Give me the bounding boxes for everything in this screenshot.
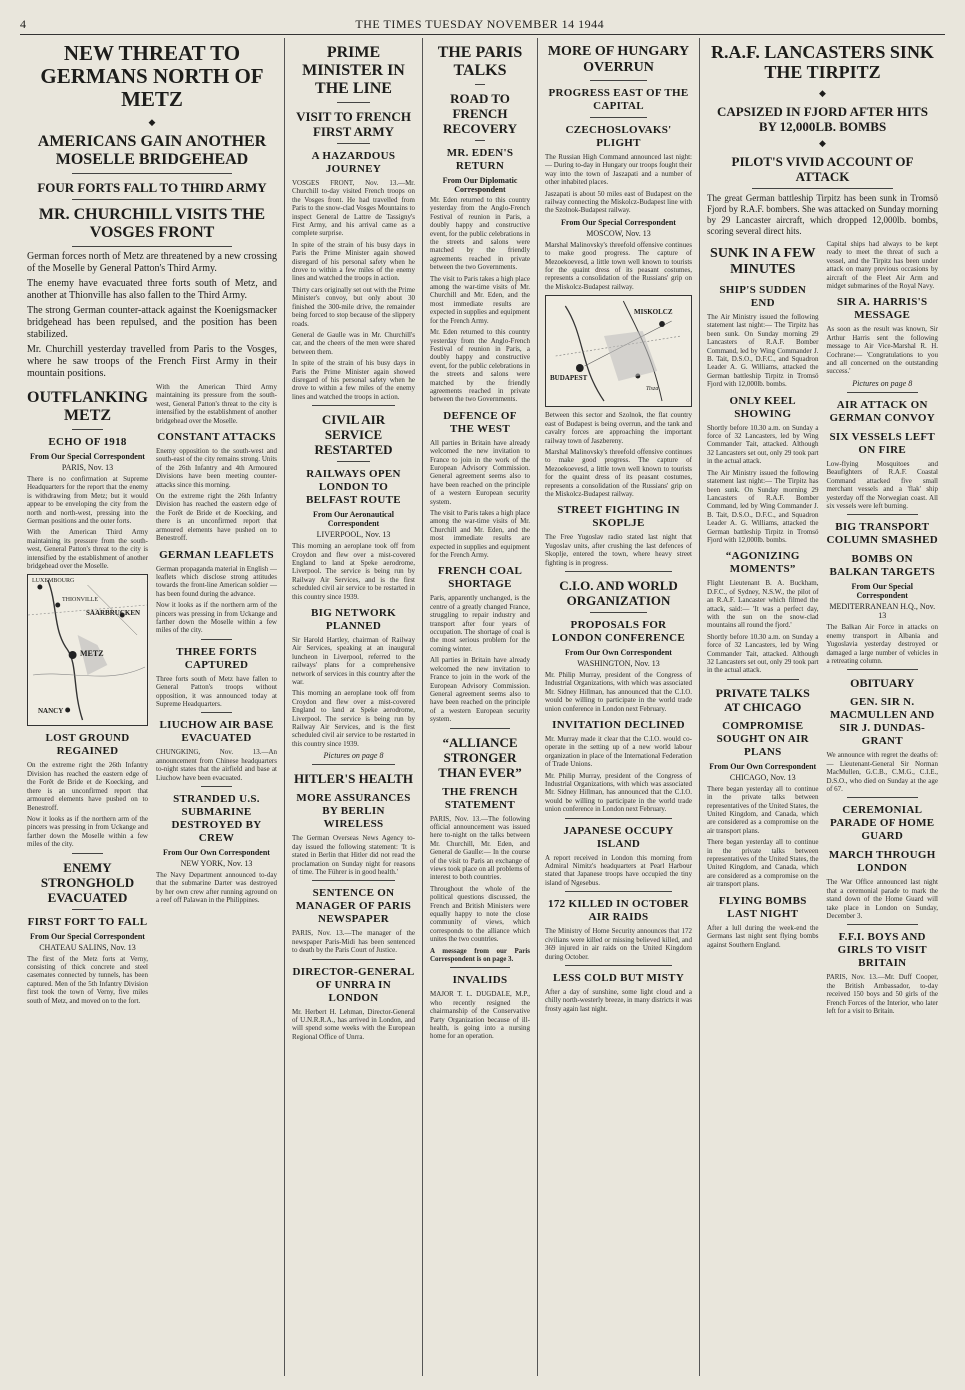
article-text: Thirty cars originally set out with the Prime Minister's convoy, but only about 30 finished the 300-mile drive, the remainder being forced to stop because of the slippery roads. xyxy=(292,285,415,328)
column-4 xyxy=(538,38,700,1376)
rule xyxy=(475,140,485,141)
lead-paragraph: The great German battleship Tirpitz has been sunk in Tromsö Fjord by R.A.F. bombers. She was attacked on Sunday morning by 29 Lancaster aircraft, which dropped 12,000lb. bombs, scoring several direct hits. xyxy=(707,193,938,236)
article-text: Between this sector and Szolnok, the flat country east of Budapest is being overrun, and the tank and cavalry forces are approaching the important railway town of Jaszbereny. xyxy=(545,411,692,445)
subhead-sudden-end: SHIP'S SUDDEN END xyxy=(719,284,807,309)
article-text: Mr. Philip Murray, president of the Congress of Industrial Organizations, with which was associated Mr. Sidney Hillman, has announced that the C.I.O. would be willing to participate in the world trade union conference in London next February. xyxy=(545,771,692,814)
rule xyxy=(590,117,647,118)
article-text: Mr. Eden returned to this country yesterday from the Anglo-French Festival of reunion in Paris, a doubly happy and constructive event, for the public celebrations in the streets and salons were matched by the friendly agreements reached in private between the two Governments. xyxy=(430,196,530,272)
subhead-french-statement: THE FRENCH STATEMENT xyxy=(442,785,518,811)
rule xyxy=(847,669,919,670)
map-label-tisza: Tisza xyxy=(646,386,659,393)
rule xyxy=(475,84,485,85)
dateline: CHICAGO, Nov. 13 xyxy=(729,772,796,782)
byline: From Our Diplomatic Correspondent xyxy=(442,176,518,194)
dateline: MEDITERRANEAN H.Q., Nov. 13 xyxy=(829,602,936,621)
rule xyxy=(565,571,672,572)
article-text: The War Office announced last night that a ceremonial parade to mark the stand down of the Home Guard will take place in London on Sunday, December 3. xyxy=(826,878,938,920)
map-label-nancy: NANCY xyxy=(38,707,64,716)
headline-tirpitz: R.A.F. LANCASTERS SINK THE TIRPITZ xyxy=(711,42,934,82)
subhead-air-attack: AIR ATTACK ON GERMAN CONVOY xyxy=(829,398,935,424)
article-text: With the American Third Army maintaining its pressure from the south-west, General Patton's threat to the city is intensified by the establishment of another bridgehead over the Moselle. xyxy=(156,383,277,425)
page-number: 4 xyxy=(20,16,27,31)
hungary-map xyxy=(545,295,692,407)
article-text: A message from our Paris Correspondent is on page 3. xyxy=(430,946,530,964)
subhead-invalids: INVALIDS xyxy=(452,974,508,987)
headline-paris-talks: THE PARIS TALKS xyxy=(437,44,523,79)
article-text: In spite of the strain of his busy days in Paris the Prime Minister again showed disregard of his personal safety when he drove to within a few miles of the enemy lines and watched the troops in action. xyxy=(292,240,415,283)
subhead-six-vessels: SIX VESSELS LEFT ON FIRE xyxy=(829,430,935,456)
subhead-invitation-declined: INVITATION DECLINED xyxy=(552,719,685,731)
lead-paragraph: The strong German counter-attack against the Koenigsmacker bridgehead has been repulsed, and the position has been stabilized. xyxy=(27,305,277,340)
rule xyxy=(450,728,510,729)
subhead-march-london: MARCH THROUGH LONDON xyxy=(828,849,936,875)
article-text: A report received in London this morning from Admiral Nimitz's headquarters at Pearl Harbour stated that Japanese troops have occupied the tiny island of Ngesebus. xyxy=(545,853,692,887)
subhead-director-unrra: DIRECTOR-GENERAL OF UNRRA IN LONDON xyxy=(292,965,415,1004)
article-text: General de Gaulle was in Mr. Churchill's car, and the cheers of the men were shared between them. xyxy=(292,330,415,356)
article-text: Now it looks as if the northern arm of the pincers was pressing in from Uckange and farther down the Moselle within a few miles of the city. xyxy=(156,601,277,635)
article-text: After a lull during the week-end the Germans last night sent flying bombs against Southern England. xyxy=(707,923,819,949)
article-text: Shortly before 10.30 a.m. on Sunday a force of 32 Lancasters, led by Wing Commander Tait, attacked. Although 32 Lancasters set out, only 29 took part in the actual attack. xyxy=(707,423,819,466)
rule xyxy=(201,712,232,713)
subhead-hazardous-journey: A HAZARDOUS JOURNEY xyxy=(311,150,396,175)
subhead-progress-east: PROGRESS EAST OF THE CAPITAL xyxy=(548,87,689,112)
subhead-three-forts: THREE FORTS CAPTURED xyxy=(176,645,257,671)
rule xyxy=(590,612,647,613)
rule xyxy=(201,786,232,787)
article-text: The visit to Paris takes a high place among the war-time visits of Mr. Churchill and Mr. Eden, and the most immediate results are expected in supplies and equipment for the French Army. xyxy=(430,509,530,560)
diamond-divider: ◆ xyxy=(148,117,156,127)
article-text: The Ministry of Home Security announces that 172 civilians were killed or missing believed killed, and 369 injured in air raids on the United Kingdom during October. xyxy=(545,927,692,961)
subhead-edens-return: MR. EDEN'S RETURN xyxy=(446,147,514,172)
map-label-saarbrucken: SAARBRUCKEN xyxy=(86,609,141,618)
article-text: Marshal Malinovsky's threefold offensive continues to make good progress. The capture of Mezoekoevesd, a little town well known to tourists for the quaint dress of its peasant costumes, represents a consolidation of the Russians' grip on the Miskolcz-Budapest railway. xyxy=(545,447,692,498)
article-text: Mr. Philip Murray, president of the Congress of Industrial Organizations, with which was associated Mr. Sidney Hillman, has announced that the C.I.O. would be willing to participate in the world trade union conference in London next February. xyxy=(545,670,692,713)
rule xyxy=(752,188,893,189)
subhead-big-transport: BIG TRANSPORT COLUMN SMASHED xyxy=(826,521,938,547)
article-text: Shortly before 10.30 a.m. on Sunday a force of 32 Lancasters, led by Wing Commander Tait, attacked. Although 32 Lancasters set out, only 29 took part in the actual attack. xyxy=(707,632,819,675)
subhead-moselle-bridgehead: AMERICANS GAIN ANOTHER MOSELLE BRIDGEHEAD xyxy=(37,133,267,168)
diamond-divider: ◆ xyxy=(819,88,826,98)
map-label-miskolcz: MISKOLCZ xyxy=(634,308,673,317)
rule xyxy=(337,102,370,103)
article-text: The Balkan Air Force in attacks on enemy transport in Albania and Yugoslavia yesterday destroyed or damaged a large number of vehicles in a retreating column. xyxy=(826,623,938,665)
article-text: Low-flying Mosquitoes and Beaufighters of R.A.F. Coastal Command attacked five small merchant vessels and a 'flak' ship yesterday off the Norwegian coast. All six vessels were left burning. xyxy=(826,459,938,510)
article-text: The Free Yugoslav radio stated last night that Yugoslav units, after crushing the last defences of Skoplje, entered the town, where heavy street fighting is in progress. xyxy=(545,533,692,567)
subhead-stranded-submarine: STRANDED U.S. SUBMARINE DESTROYED BY CREW xyxy=(171,793,262,844)
article-text: All parties in Britain have already welcomed the new invitation to France to join in the work of the European Advisory Commission. General agreement seems also to have been reached on the principle of a western European security system. xyxy=(430,438,530,506)
subhead-cio: C.I.O. AND WORLD ORGANIZATION xyxy=(559,577,678,608)
headline-new-threat: NEW THREAT TO GERMANS NORTH OF METZ xyxy=(40,41,264,111)
article-text: Marshal Malinovsky's threefold offensive continues to make good progress. The capture of Mezoekoevesd, a little town well known to tourists for the quaint dress of its peasant costumes, represents a consolidation of the Russians' grip on the Miskolcz-Budapest railway. xyxy=(545,240,692,291)
subhead-only-keel: ONLY KEEL SHOWING xyxy=(729,394,796,420)
subhead-flying-bombs: FLYING BOMBS LAST NIGHT xyxy=(718,894,807,920)
rule xyxy=(312,764,395,765)
subhead-french-coal: FRENCH COAL SHORTAGE xyxy=(437,565,523,591)
article-text: The German Overseas News Agency to-day issued the following statement: 'It is stated in Berlin that Hitler did not read the proclamation on Sunday night for reasons of time. The Führer is in good health.' xyxy=(292,834,415,876)
column-1 xyxy=(20,38,285,1376)
subhead-harris-message: SIR A. HARRIS'S MESSAGE xyxy=(837,296,928,322)
rule xyxy=(847,924,919,925)
dateline: NEW YORK, Nov. 13 xyxy=(180,859,253,868)
subhead-defence-west: DEFENCE OF THE WEST xyxy=(443,409,517,435)
subhead-railways: RAILWAYS OPEN LONDON TO BELFAST ROUTE xyxy=(306,468,401,507)
byline: From Our Own Correspondent xyxy=(565,647,672,657)
rule xyxy=(565,891,672,892)
article-text: PARIS, Nov. 13.—The following official announcement was issued here to-night on the talks between Mr. Churchill, Mr. Eden, and General de Gaulle:— In the course of the visit to Paris an exchange of views took place on all problems of interest to both countries. xyxy=(430,814,530,882)
byline: From Our Aeronautical Correspondent xyxy=(313,510,394,529)
article-text: After a day of sunshine, some light cloud and a chilly north-westerly breeze, in many districts it was frosty again last night. xyxy=(545,987,692,1013)
article-text: The Russian High Command announced last night:— During to-day in Hungary our troops fought their way into the town of Jaszapati and a number of other inhabited places. xyxy=(545,153,692,187)
rule xyxy=(727,679,799,680)
subhead-alliance: “ALLIANCE STRONGER THAN EVER” xyxy=(438,734,522,780)
dateline: PARIS, Nov. 13 xyxy=(61,463,114,472)
rule xyxy=(847,514,919,515)
article-text: Jaszapati is about 50 miles east of Budapest on the railway connecting the Miskolcz-Budapest line with the Szolnok-Budapest railway. xyxy=(545,189,692,215)
map-label-luxembourg: LUXEMBOURG xyxy=(32,578,75,585)
pictures-note: Pictures on page 8 xyxy=(852,378,913,388)
subhead-four-forts: FOUR FORTS FALL TO THIRD ARMY xyxy=(37,180,267,195)
subhead-ffi: F.F.I. BOYS AND GIRLS TO VISIT BRITAIN xyxy=(837,931,927,970)
subhead-sunk-minutes: SUNK IN A FEW MINUTES xyxy=(710,246,816,277)
rule xyxy=(565,965,672,966)
article-text: PARIS, Nov. 13.—Mr. Duff Cooper, the British Ambassador, to-day received 150 boys and 50 girls of the French Forces of the Interior, who later left for a visit to Britain. xyxy=(826,973,938,1016)
article-text: As soon as the result was known, Sir Arthur Harris sent the following message to Air Vice-Marshal R. H. Cochrane:— 'Congratulations to you and all concerned on the outstanding success.' xyxy=(826,325,938,376)
article-text: We announce with regret the deaths of:— Lieutenant-General Sir Norman MacMullen, G.C.B., C.M.G., C.I.E., D.S.O., who died on Sunday at the age of 67. xyxy=(826,751,938,793)
rule xyxy=(72,909,103,910)
subhead-ceremonial: CEREMONIAL PARADE OF HOME GUARD xyxy=(830,804,935,843)
byline: From Our Own Correspondent xyxy=(709,761,817,771)
subhead-german-leaflets: GERMAN LEAFLETS xyxy=(159,548,274,561)
subhead-private-talks: PRIVATE TALKS AT CHICAGO xyxy=(715,685,810,714)
subhead-proposals: PROPOSALS FOR LONDON CONFERENCE xyxy=(551,618,686,644)
rule xyxy=(312,405,395,406)
subhead-capsized: CAPSIZED IN FJORD AFTER HITS BY 12,000LB. BOMBS xyxy=(717,104,928,134)
subhead-agonizing: “AGONIZING MOMENTS” xyxy=(725,550,800,576)
dateline: CHATEAU SALINS, Nov. 13 xyxy=(39,942,136,952)
article-text: The visit to Paris takes a high place among the war-time visits of Mr. Churchill and Mr. Eden, and the most immediate results are expected in supplies and equipment for the French Army. xyxy=(430,274,530,325)
subhead-sentence-manager: SENTENCE ON MANAGER OF PARIS NEWSPAPER xyxy=(295,887,412,926)
subhead-obituary: OBITUARY xyxy=(850,676,915,691)
subhead-civil-air: CIVIL AIR SERVICE RESTARTED xyxy=(314,412,393,458)
subhead-balkan: BOMBS ON BALKAN TARGETS xyxy=(829,553,936,579)
map-label-thionville: THIONVILLE xyxy=(62,597,98,604)
article-text: The Navy Department announced to-day that the submarine Darter was destroyed by her own crew after running aground on a reef off Palawan in the Philippines. xyxy=(156,871,277,905)
article-text: CHUNGKING, Nov. 13.—An announcement from Chinese headquarters to-night states that the airfield and base at Liuchow have been evacuated. xyxy=(156,748,277,782)
article-text: Now it looks as if the northern arm of the pincers was pressing in from Uckange and farther down the Moselle within a few miles of the city. xyxy=(27,814,148,849)
subhead-berlin-wireless: MORE ASSURANCES BY BERLIN WIRELESS xyxy=(296,792,411,831)
byline: From Our Special Correspondent xyxy=(561,217,676,227)
lead-paragraph: German forces north of Metz are threatened by a new crossing of the Moselle by General Patton's Third Army. xyxy=(27,251,277,274)
article-text: Flight Lieutenant B. A. Buckham, D.F.C., of Sydney, N.S.W., the pilot of an R.A.F. Lancaster which filmed the attack, said:— 'It was a perfect day, with the sun on the snow-clad mountains all round the fjord.' xyxy=(707,579,819,630)
subhead-constant-attacks: CONSTANT ATTACKS xyxy=(157,431,276,444)
subhead-churchill-vosges: MR. CHURCHILL VISITS THE VOSGES FRONT xyxy=(38,206,266,241)
article-text: Throughout the whole of the political questions discussed, the French and British Ministers were equally happy to note the close community of views, which corresponds to the alliance which unites the two countries. xyxy=(430,884,530,944)
rule xyxy=(72,199,232,200)
article-text: There is no confirmation at Supreme Headquarters for the report that the enemy is withdrawing from Metz; but it would appear to be enveloping the city from the north and north-west, pressing into the German positions and the outer forts. xyxy=(27,475,148,526)
article-text: There began yesterday all to continue in the private talks between representatives of the United States, the United Kingdom, and Canada, which are considered as a compromise on the air transport plans. xyxy=(707,784,819,835)
byline: From Our Own Correspondent xyxy=(163,848,270,857)
rule xyxy=(337,143,370,144)
article-text: Sir Harold Hartley, chairman of Railway Air Services, speaking at an inaugural luncheon in Liverpool, referred to the railways' plans for a comprehensive network of services in this country after the war. xyxy=(292,636,415,687)
dateline: LIVERPOOL, Nov. 13 xyxy=(316,530,391,540)
subhead-172-killed: 172 KILLED IN OCTOBER AIR RAIDS xyxy=(548,898,689,924)
subhead-liuchow: LIUCHOW AIR BASE EVACUATED xyxy=(159,719,274,745)
article-text: All parties in Britain have already welcomed the new invitation to France to join in the work of the European Advisory Commission. General agreement seems also to have been reached on the principle of a western European security system. xyxy=(430,656,530,724)
column-5 xyxy=(700,38,945,1376)
subhead-obit-names: GEN. SIR N. MACMULLEN AND SIR J. DUNDAS-GRANT xyxy=(830,696,935,748)
rule xyxy=(847,797,919,798)
subhead-big-network: BIG NETWORK PLANNED xyxy=(311,607,396,632)
masthead-title: THE TIMES TUESDAY NOVEMBER 14 1944 xyxy=(355,16,605,31)
article-text: VOSGES FRONT, Nov. 13.—Mr. Churchill to-day visited French troops on the Vosges front. He had travelled from Paris to the snow-clad Vosges Mountains to inspect General de Lattre de Tassigny's First Army, and his arrival came as a complete surprise. xyxy=(292,179,415,238)
article-text: The Air Ministry issued the following statement last night:— The Tirpitz has been sunk. On Sunday morning 29 Lancasters of R.A.F. Bomber Command, led by Wing Commander J. B. Tait, D.S.O., D.F.C., and Squadron Leader A. G. Williams, attacked the German battleship Tirpitz in Tromsö Fjord with 12,000lb. bombs. xyxy=(707,468,819,544)
dateline: MOSCOW, Nov. 13 xyxy=(586,228,651,238)
subhead-enemy-stronghold: ENEMY STRONGHOLD EVACUATED xyxy=(40,859,135,905)
rule xyxy=(847,392,919,393)
rule xyxy=(565,818,672,819)
headline-prime-minister: PRIME MINISTER IN THE LINE xyxy=(302,44,405,97)
article-text: On the extreme right the 26th Infantry Division has reached the eastern edge of the Forêt de Bride et de Koecking, and there is an unconfirmed report that armoured elements have pushed on to Benestroff. xyxy=(156,492,277,543)
rule xyxy=(337,461,370,462)
article-text: Three forts south of Metz have fallen to General Patton's troops without opposition, it was announced today at Supreme Headquarters. xyxy=(156,674,277,708)
article-text: The first of the Metz forts at Verny, consisting of thick concrete and steel casemates connected by tunnels, has been captured. Men of the 5th Infantry Division first took the town of Verny, five miles south of Metz, and moved on to the fort. xyxy=(27,954,148,1005)
byline: From Our Special Correspondent xyxy=(851,582,913,601)
subhead-compromise: COMPROMISE SOUGHT ON AIR PLANS xyxy=(716,719,809,758)
rule xyxy=(201,639,232,640)
subhead-czechoslovaks: CZECHOSLOVAKS' PLIGHT xyxy=(565,124,672,149)
diamond-divider: ◆ xyxy=(819,138,826,148)
byline: From Our Special Correspondent xyxy=(30,452,145,461)
article-text: MAJOR T. L. DUGDALE, M.P., who recently resigned the chairmanship of the Conservative Party Organization because of ill-health, is going into a nursing home for an operation. xyxy=(430,990,530,1041)
rule xyxy=(72,173,232,174)
article-text: German propaganda material in English — leaflets which disclose strong attitudes towards the front-line American soldier — has been found during the advance. xyxy=(156,564,277,598)
article-text: On the extreme right the 26th Infantry Division has reached the eastern edge of the Forêt de Bride et de Koecking, and there is an unconfirmed report that armoured elements have pushed on to Benestroff. xyxy=(27,761,148,812)
article-text: There began yesterday all to continue in the private talks between representatives of the United States, the United Kingdom, and Canada, which are considered as a compromise on the air transport plans. xyxy=(707,838,819,889)
article-text: Capital ships had always to be kept ready to meet the threat of such a vessel, and the Tirpitz has been under attack on many previous occasions by aircraft of the Fleet Air Arm and midget submarines of the Royal Navy. xyxy=(826,240,938,291)
rule xyxy=(590,80,647,81)
byline: From Our Special Correspondent xyxy=(30,931,145,941)
subhead-outflanking-metz: OUTFLANKING METZ xyxy=(27,389,148,424)
article-text: This morning an aeroplane took off from Croydon and flew over a mist-covered England to land at Speke aerodrome, Liverpool. The service is being run by Railway Air Services, and is the first scheduled civil air service to be restarted in this country since 1939. xyxy=(292,542,415,601)
rule xyxy=(72,246,232,247)
column-3 xyxy=(423,38,538,1376)
article-text: This morning an aeroplane took off from Croydon and flew over a mist-covered England to land at Speke aerodrome, Liverpool. The service is being run by Railway Air Services, and is the first scheduled civil air service to be restarted in this country since 1939. xyxy=(292,689,415,748)
subhead-hitlers-health: HITLER'S HEALTH xyxy=(293,771,414,787)
subhead-french-first-army: VISIT TO FRENCH FIRST ARMY xyxy=(296,109,411,139)
two-column-block xyxy=(27,383,277,1008)
subhead-first-fort: FIRST FORT TO FALL xyxy=(27,915,148,928)
two-column-block xyxy=(707,240,938,1018)
rule xyxy=(72,429,103,430)
dateline: WASHINGTON, Nov. 13 xyxy=(577,658,660,668)
subhead-street-fighting: STREET FIGHTING IN SKOPLJE xyxy=(557,504,680,530)
subhead-pilots-account: PILOT'S VIVID ACCOUNT OF ATTACK xyxy=(731,154,914,184)
article-text: In spite of the strain of his busy days in Paris the Prime Minister again showed disregard of his personal safety when he drove to within a few miles of the enemy lines and watched the troops in action. xyxy=(292,359,415,401)
subhead-less-cold: LESS COLD BUT MISTY xyxy=(552,971,685,984)
rule xyxy=(312,880,395,881)
subhead-road-recovery: ROAD TO FRENCH RECOVERY xyxy=(443,91,517,136)
rule xyxy=(312,959,395,960)
subhead-japanese-island: JAPANESE OCCUPY ISLAND xyxy=(563,824,674,850)
article-text: Mr. Murray made it clear that the C.I.O. would co-operate in the setting up of a new world labour organization in place of the International Federation of Trade Unions. xyxy=(545,735,692,769)
pictures-note: Pictures on page 8 xyxy=(323,751,384,761)
subhead-echo-1918: ECHO OF 1918 xyxy=(48,436,127,448)
article-text: Mr. Eden returned to this country yesterday from the Anglo-French Festival of reunion in Paris, a doubly happy and constructive event, for the public celebrations in the streets and salons were matched by the friendly agreements reached in private between the two Governments. xyxy=(430,328,530,404)
article-text: With the American Third Army maintaining its pressure from the south-west, General Patton's threat to the city is intensified by the establishment of another bridgehead over the Moselle. xyxy=(27,528,148,571)
article-text: Paris, apparently unchanged, is the centre of a greatly changed France, struggling to repair industry and transport after four years of occupation. The shortage of coal is the most serious problem for the coming winter. xyxy=(430,594,530,653)
article-text: Enemy opposition to the south-west and south-east of the city remains strong. Units of the 26th Infantry and 4th Armoured Divisions have been meeting counter-attacks since this morning. xyxy=(156,447,277,489)
rule xyxy=(72,853,103,854)
lead-paragraph: Mr. Churchill yesterday travelled from Paris to the Vosges, where he saw troops of the French First Army in their mountain positions. xyxy=(27,344,277,379)
rule xyxy=(450,967,510,968)
article-text: PARIS, Nov. 13.—The manager of the newspaper Paris-Midi has been sentenced to death by the Paris Court of Justice. xyxy=(292,929,415,955)
metz-map xyxy=(27,574,148,726)
subhead-lost-ground: LOST GROUND REGAINED xyxy=(45,732,130,758)
headline-hungary: MORE OF HUNGARY OVERRUN xyxy=(547,44,690,75)
article-text: The Air Ministry issued the following statement last night:— The Tirpitz has been sunk. On Sunday morning 29 Lancasters of R.A.F. Bomber Command, led by Wing Commander J. B. Tait, D.S.O., D.F.C., and Squadron Leader A. G. Williams, attacked the German battleship Tirpitz in Tromsö Fjord with 12,000lb. bombs. xyxy=(707,313,819,389)
article-text: Mr. Herbert H. Lehman, Director-General of U.N.R.R.A., has arrived in London, and will spend some weeks with the European Regional Office of Unrra. xyxy=(292,1007,415,1041)
map-label-metz: METZ xyxy=(80,649,104,659)
column-2 xyxy=(285,38,423,1376)
map-label-budapest: BUDAPEST xyxy=(550,374,588,383)
lead-paragraph: The enemy have evacuated three forts south of Metz, and another at Thionville has also fallen to the Third Army. xyxy=(27,278,277,301)
masthead xyxy=(20,14,945,35)
